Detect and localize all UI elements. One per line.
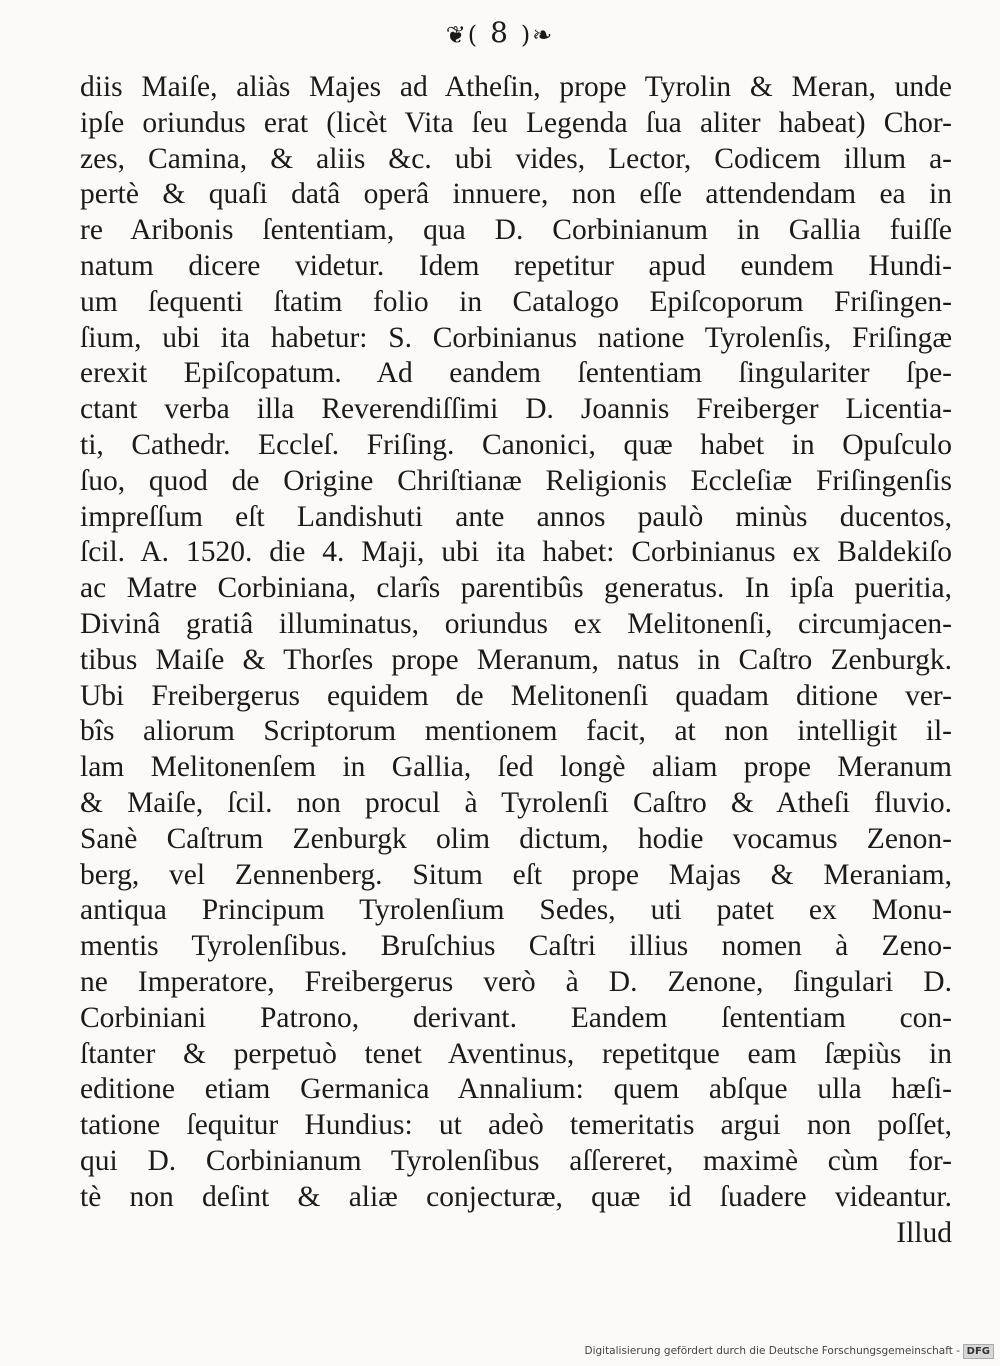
text-line: Ubi Freibergerus equidem de Melitonenſi quadam ditione ver- [80,679,952,712]
text-line: re Aribonis ſententiam, qua D. Corbinianum in Gallia fuiſſe [80,214,952,247]
text-line: Divinâ gratiâ illuminatus, oriundus ex Melitonenſi, circumjacen- [80,607,952,640]
text-line: antiqua Principum Tyrolenſium Sedes, uti patet ex Monu- [80,894,952,927]
ornament-left-icon: ❦( [445,20,480,49]
dfg-logo-icon: DFG [963,1344,994,1359]
text-line: lam Melitonenſem in Gallia, ſed longè aliam prope Meranum [80,751,952,784]
text-line: bîs aliorum Scriptorum mentionem facit, at non intelligit il- [80,715,952,748]
text-line: ſcil. A. 1520. die 4. Maji, ubi ita habet: Corbinianus ex Baldekiſo [80,536,952,569]
catchword: Illud [896,1216,952,1249]
text-line: qui D. Corbinianum Tyrolenſibus aſſereret, maximè cùm for- [80,1144,952,1177]
text-line: ti, Cathedr. Eccleſ. Friſing. Canonici, quæ habet in Opuſculo [80,428,952,461]
text-line: ac Matre Corbiniana, clarîs parentibûs generatus. In ipſa pueritia, [80,572,952,605]
text-line: tibus Maiſe & Thorſes prope Meranum, natus in Caſtro Zenburgk. [80,643,952,676]
body-text [80,70,952,1251]
page-number: 8 [490,16,510,49]
text-line: ſium, ubi ita habetur: S. Corbinianus natione Tyrolenſis, Friſingæ [80,321,952,354]
text-line: erexit Epiſcopatum. Ad eandem ſententiam ſingulariter ſpe- [80,357,952,390]
page-header [0,16,1000,49]
text-line: tatione ſequitur Hundius: ut adeò temeritatis argui non poſſet, [80,1109,952,1142]
text-line: zes, Camina, & aliis &c. ubi vides, Lector, Codicem illum a- [80,142,952,175]
text-line: ctant verba illa Reverendiſſimi D. Joannis Freiberger Licentia- [80,393,952,426]
text-line: editione etiam Germanica Annalium: quem abſque ulla hæſi- [80,1073,952,1106]
text-line: diis Maiſe, aliàs Majes ad Atheſin, prope Tyrolin & Meran, unde [80,71,952,103]
text-line: pertè & quaſi datâ operâ innuere, non eſſe attendendam ea in [80,178,952,211]
text-line: impreſſum eſt Landishuti ante annos paulò minùs ducentos, [80,500,952,533]
text-line: natum dicere videtur. Idem repetitur apud eundem Hundi- [80,249,952,282]
text-line: tè non deſint & aliæ conjecturæ, quæ id ſuadere videantur. [80,1180,952,1213]
text-line: mentis Tyrolenſibus. Bruſchius Caſtri illius nomen à Zeno- [80,930,952,963]
text-line: ſuo, quod de Origine Chriſtianæ Religionis Eccleſiæ Friſingenſis [80,464,952,497]
text-line: ipſe oriundus erat (licèt Vita ſeu Legenda ſua aliter habeat) Chor- [80,106,952,139]
text-line: berg, vel Zennenberg. Situm eſt prope Majas & Meraniam, [80,858,952,891]
text-line: ſtanter & perpetuò tenet Aventinus, repetitque eam ſæpiùs in [80,1037,952,1070]
text-line: Sanè Caſtrum Zenburgk olim dictum, hodie vocamus Zenon- [80,822,952,855]
ornament-right-icon: )❧ [520,20,555,49]
footer [0,1344,1000,1360]
text-line: Corbiniani Patrono, derivant. Eandem ſententiam con- [80,1001,952,1034]
text-line: ne Imperatore, Freibergerus verò à D. Zenone, ſingulari D. [80,965,952,998]
footer-text: Digitalisierung gefördert durch die Deutsche Forschungsgemeinschaft - [584,1345,960,1357]
text-line: um ſequenti ſtatim folio in Catalogo Epiſcoporum Friſingen- [80,285,952,318]
text-line: & Maiſe, ſcil. non procul à Tyrolenſi Caſtro & Atheſi fluvio. [80,786,952,819]
